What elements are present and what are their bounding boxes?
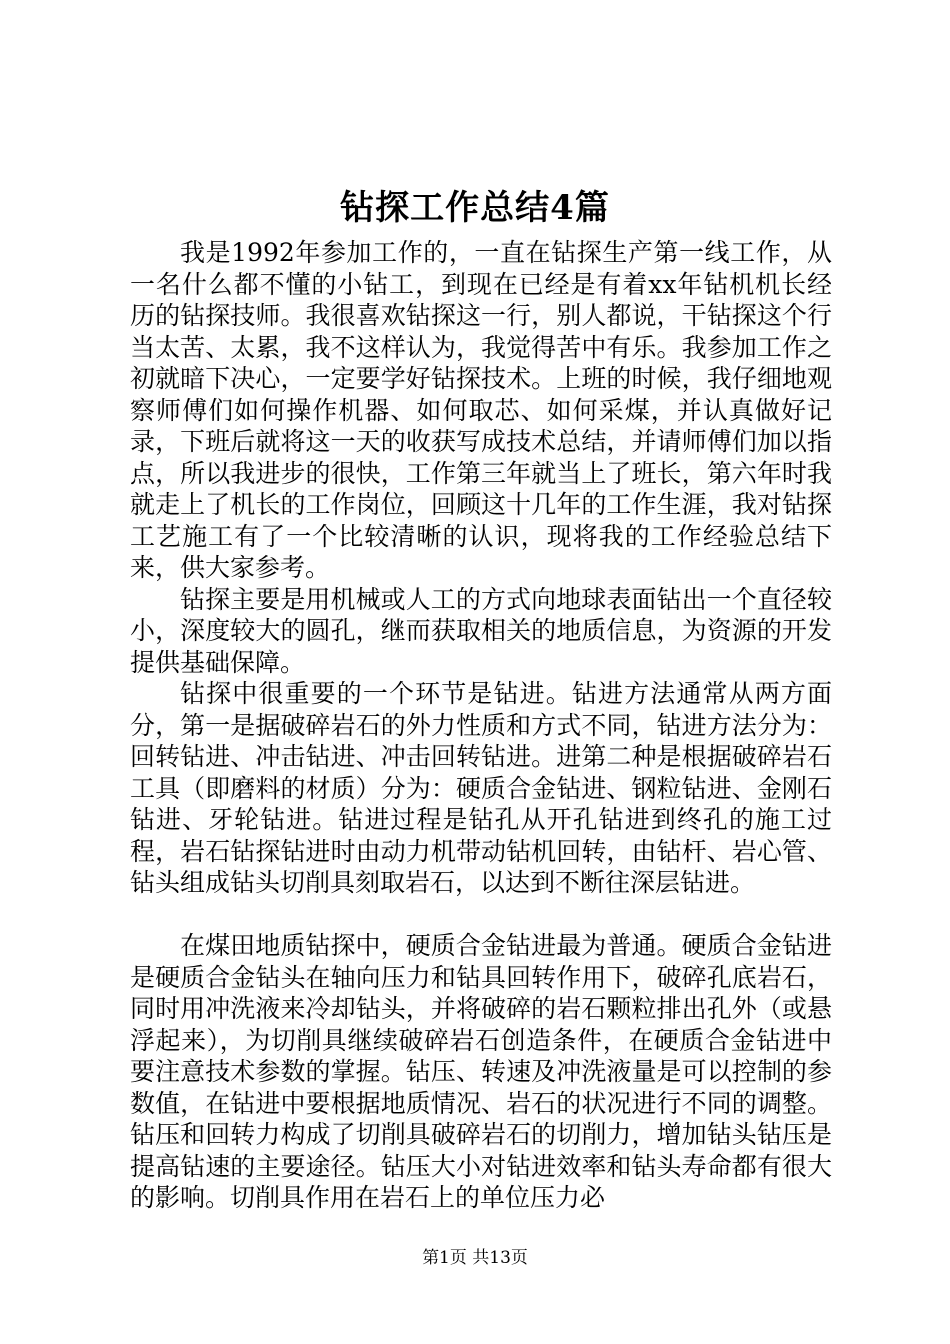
page-footer: 第1页 共13页 [422, 1248, 528, 1268]
paragraph-3: 钻探中很重要的一个环节是钻进。钻进方法通常从两方面分，第一是据破碎岩石的外力性质和方式不同，钻进方法分为：回转钻进、冲击钻进、冲击回转钻进。进第二种是根据破碎岩石工具（即磨料的材质）分为：硬质合金钻进、钢粒钻进、金刚石钻进、牙轮钻进。钻进过程是钻孔从开孔钻进到终孔的施工过程，岩石钻探钻进时由动力机带动钻机回转，由钻杆、岩心管、钻头组成钻头切削具刻取岩石，以达到不断往深层钻进。 [130, 679, 832, 897]
document-title: 钻探工作总结4篇 [340, 188, 610, 228]
paragraph-1: 我是1992年参加工作的，一直在钻探生产第一线工作，从一名什么都不懂的小钻工，到现在已经是有着xx年钻机机长经历的钻探技师。我很喜欢钻探这一行，别人都说，干钻探这个行当太苦、太累，我不这样认为，我觉得苦中有乐。我参加工作之初就暗下决心，一定要学好钻探技术。上班的时候，我仔细地观察师傅们如何操作机器、如何取芯、如何采煤，并认真做好记录，下班后就将这一天的收获写成技术总结，并请师傅们加以指点，所以我进步的很快，工作第三年就当上了班长，第六年时我就走上了机长的工作岗位，回顾这十几年的工作生涯，我对钻探工艺施工有了一个比较清晰的认识，现将我的工作经验总结下来，供大家参考。 [130, 238, 832, 582]
paragraph-gap [130, 899, 832, 931]
paragraph-4: 在煤田地质钻探中，硬质合金钻进最为普通。硬质合金钻进是硬质合金钻头在轴向压力和钻具回转作用下，破碎孔底岩石，同时用冲洗液来冷却钻头，并将破碎的岩石颗粒排出孔外（或悬浮起来），为切削具继续破碎岩石创造条件，在硬质合金钻进中要注意技术参数的掌握。钻压、转速及冲洗液量是可以控制的参数值，在钻进中要根据地质情况、岩石的状况进行不同的调整。钻压和回转力构成了切削具破碎岩石的切削力，增加钻头钻压是提高钻速的主要途径。钻压大小对钻进效率和钻头寿命都有很大的影响。切削具作用在岩石上的单位压力必 [130, 931, 832, 1212]
paragraph-2: 钻探主要是用机械或人工的方式向地球表面钻出一个直径较小，深度较大的圆孔，继而获取相关的地质信息，为资源的开发提供基础保障。 [130, 584, 832, 677]
document-body [130, 237, 832, 1214]
